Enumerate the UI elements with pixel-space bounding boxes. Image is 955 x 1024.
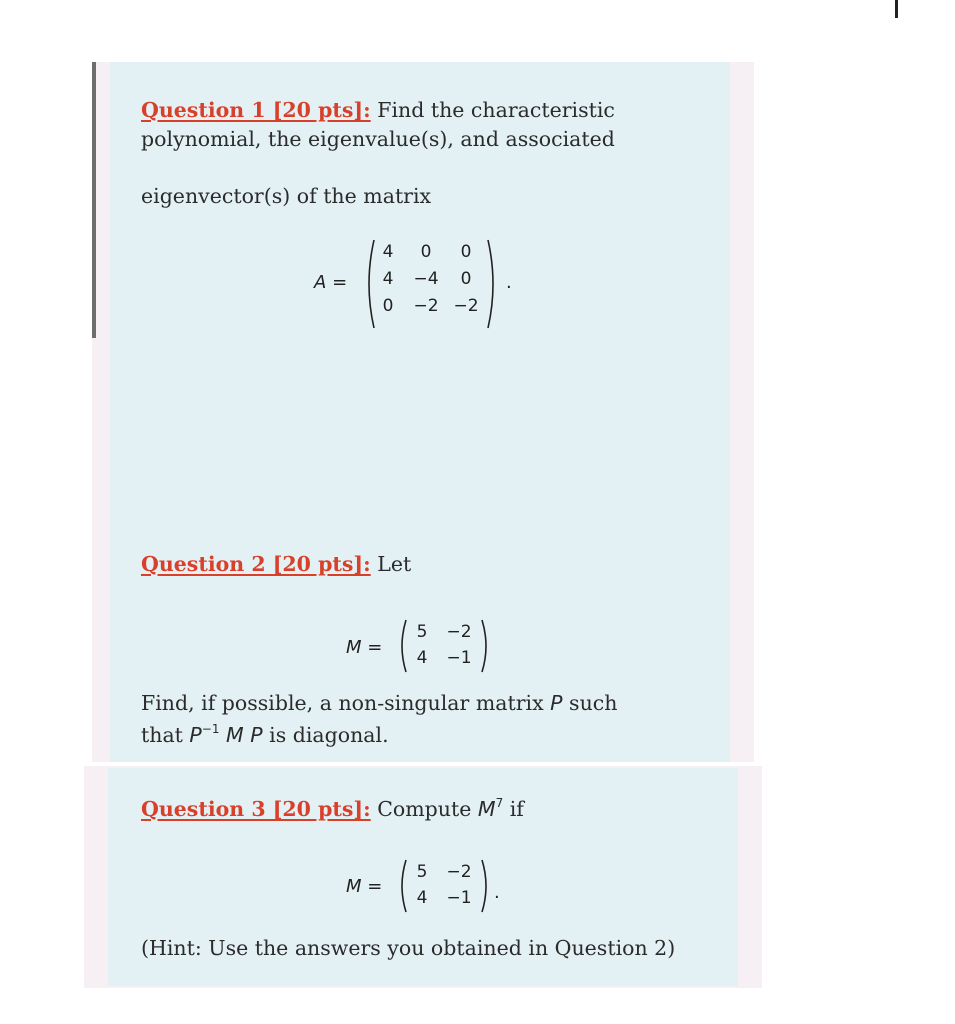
text-cursor (895, 0, 898, 18)
q2-line-2 (141, 689, 617, 718)
q2-label: Question 2 [20 pts]: (141, 552, 371, 576)
q2-expr-p2: P (250, 723, 263, 747)
q1-matrix-lhs (314, 272, 347, 293)
q1-equals: = (332, 272, 348, 293)
q2-line-1 (141, 550, 411, 579)
q2-that: that (141, 723, 190, 747)
q1-matrix-name: A (314, 272, 327, 293)
right-paren-icon (480, 618, 492, 674)
q2-expr-exp: −1 (201, 722, 220, 736)
q1-line-3: eigenvector(s) of the matrix (141, 184, 432, 208)
matrix-entry: 0 (460, 242, 472, 262)
matrix-entry: 4 (382, 269, 394, 289)
q3-label: Question 3 [20 pts]: (141, 797, 371, 821)
q3-matrix-name: M (346, 876, 362, 897)
matrix-entry: 4 (416, 648, 428, 668)
matrix-entry: −1 (446, 888, 472, 908)
q2-var-p: P (550, 691, 563, 715)
q3-exp: 7 (495, 796, 504, 810)
q3-matrix (406, 862, 480, 908)
q3-end-punct: . (494, 882, 500, 903)
q1-line-1 (141, 96, 615, 125)
q2-text-pre: Find, if possible, a non-singular matrix (141, 691, 551, 715)
q2-expr-p: P (189, 723, 202, 747)
matrix-entry: 4 (416, 888, 428, 908)
q2-equals: = (367, 637, 383, 658)
matrix-entry: 5 (416, 622, 428, 642)
matrix-entry: −2 (413, 296, 439, 316)
q2-line-3 (141, 721, 389, 753)
q2-matrix-name: M (346, 637, 362, 658)
matrix-entry: 0 (420, 242, 432, 262)
q2-text-post: such (562, 691, 618, 715)
q3-line-1 (141, 795, 524, 827)
q3-var-m: M (477, 797, 496, 821)
matrix-entry: −4 (413, 269, 439, 289)
matrix-entry: 4 (382, 242, 394, 262)
matrix-entry: −1 (446, 648, 472, 668)
q3-matrix-lhs (346, 876, 382, 897)
q2-expr-m: M (226, 723, 244, 747)
matrix-entry: −2 (453, 296, 479, 316)
q1-label: Question 1 [20 pts]: (141, 98, 371, 122)
matrix-entry: 0 (460, 269, 472, 289)
q1-end-punct: . (506, 272, 512, 293)
right-paren-icon (480, 858, 492, 914)
q2-matrix (406, 622, 480, 668)
q1-line-2: polynomial, the eigenvalue(s), and associated (141, 127, 615, 151)
right-paren-icon (486, 238, 500, 330)
q2-matrix-lhs (346, 637, 382, 658)
q3-if: if (503, 797, 524, 821)
q2-diag-text: is diagonal. (262, 723, 389, 747)
q2-intro: Let (370, 552, 412, 576)
matrix-entry: 0 (382, 296, 394, 316)
q3-hint: (Hint: Use the answers you obtained in Question 2) (141, 936, 676, 960)
q1-text-1: Find the characteristic (370, 98, 615, 122)
q3-intro: Compute (370, 797, 478, 821)
matrix-entry: 5 (416, 862, 428, 882)
q1-matrix (370, 242, 486, 316)
matrix-entry: −2 (446, 862, 472, 882)
q3-equals: = (367, 876, 383, 897)
matrix-entry: −2 (446, 622, 472, 642)
scrollbar[interactable] (92, 62, 96, 338)
